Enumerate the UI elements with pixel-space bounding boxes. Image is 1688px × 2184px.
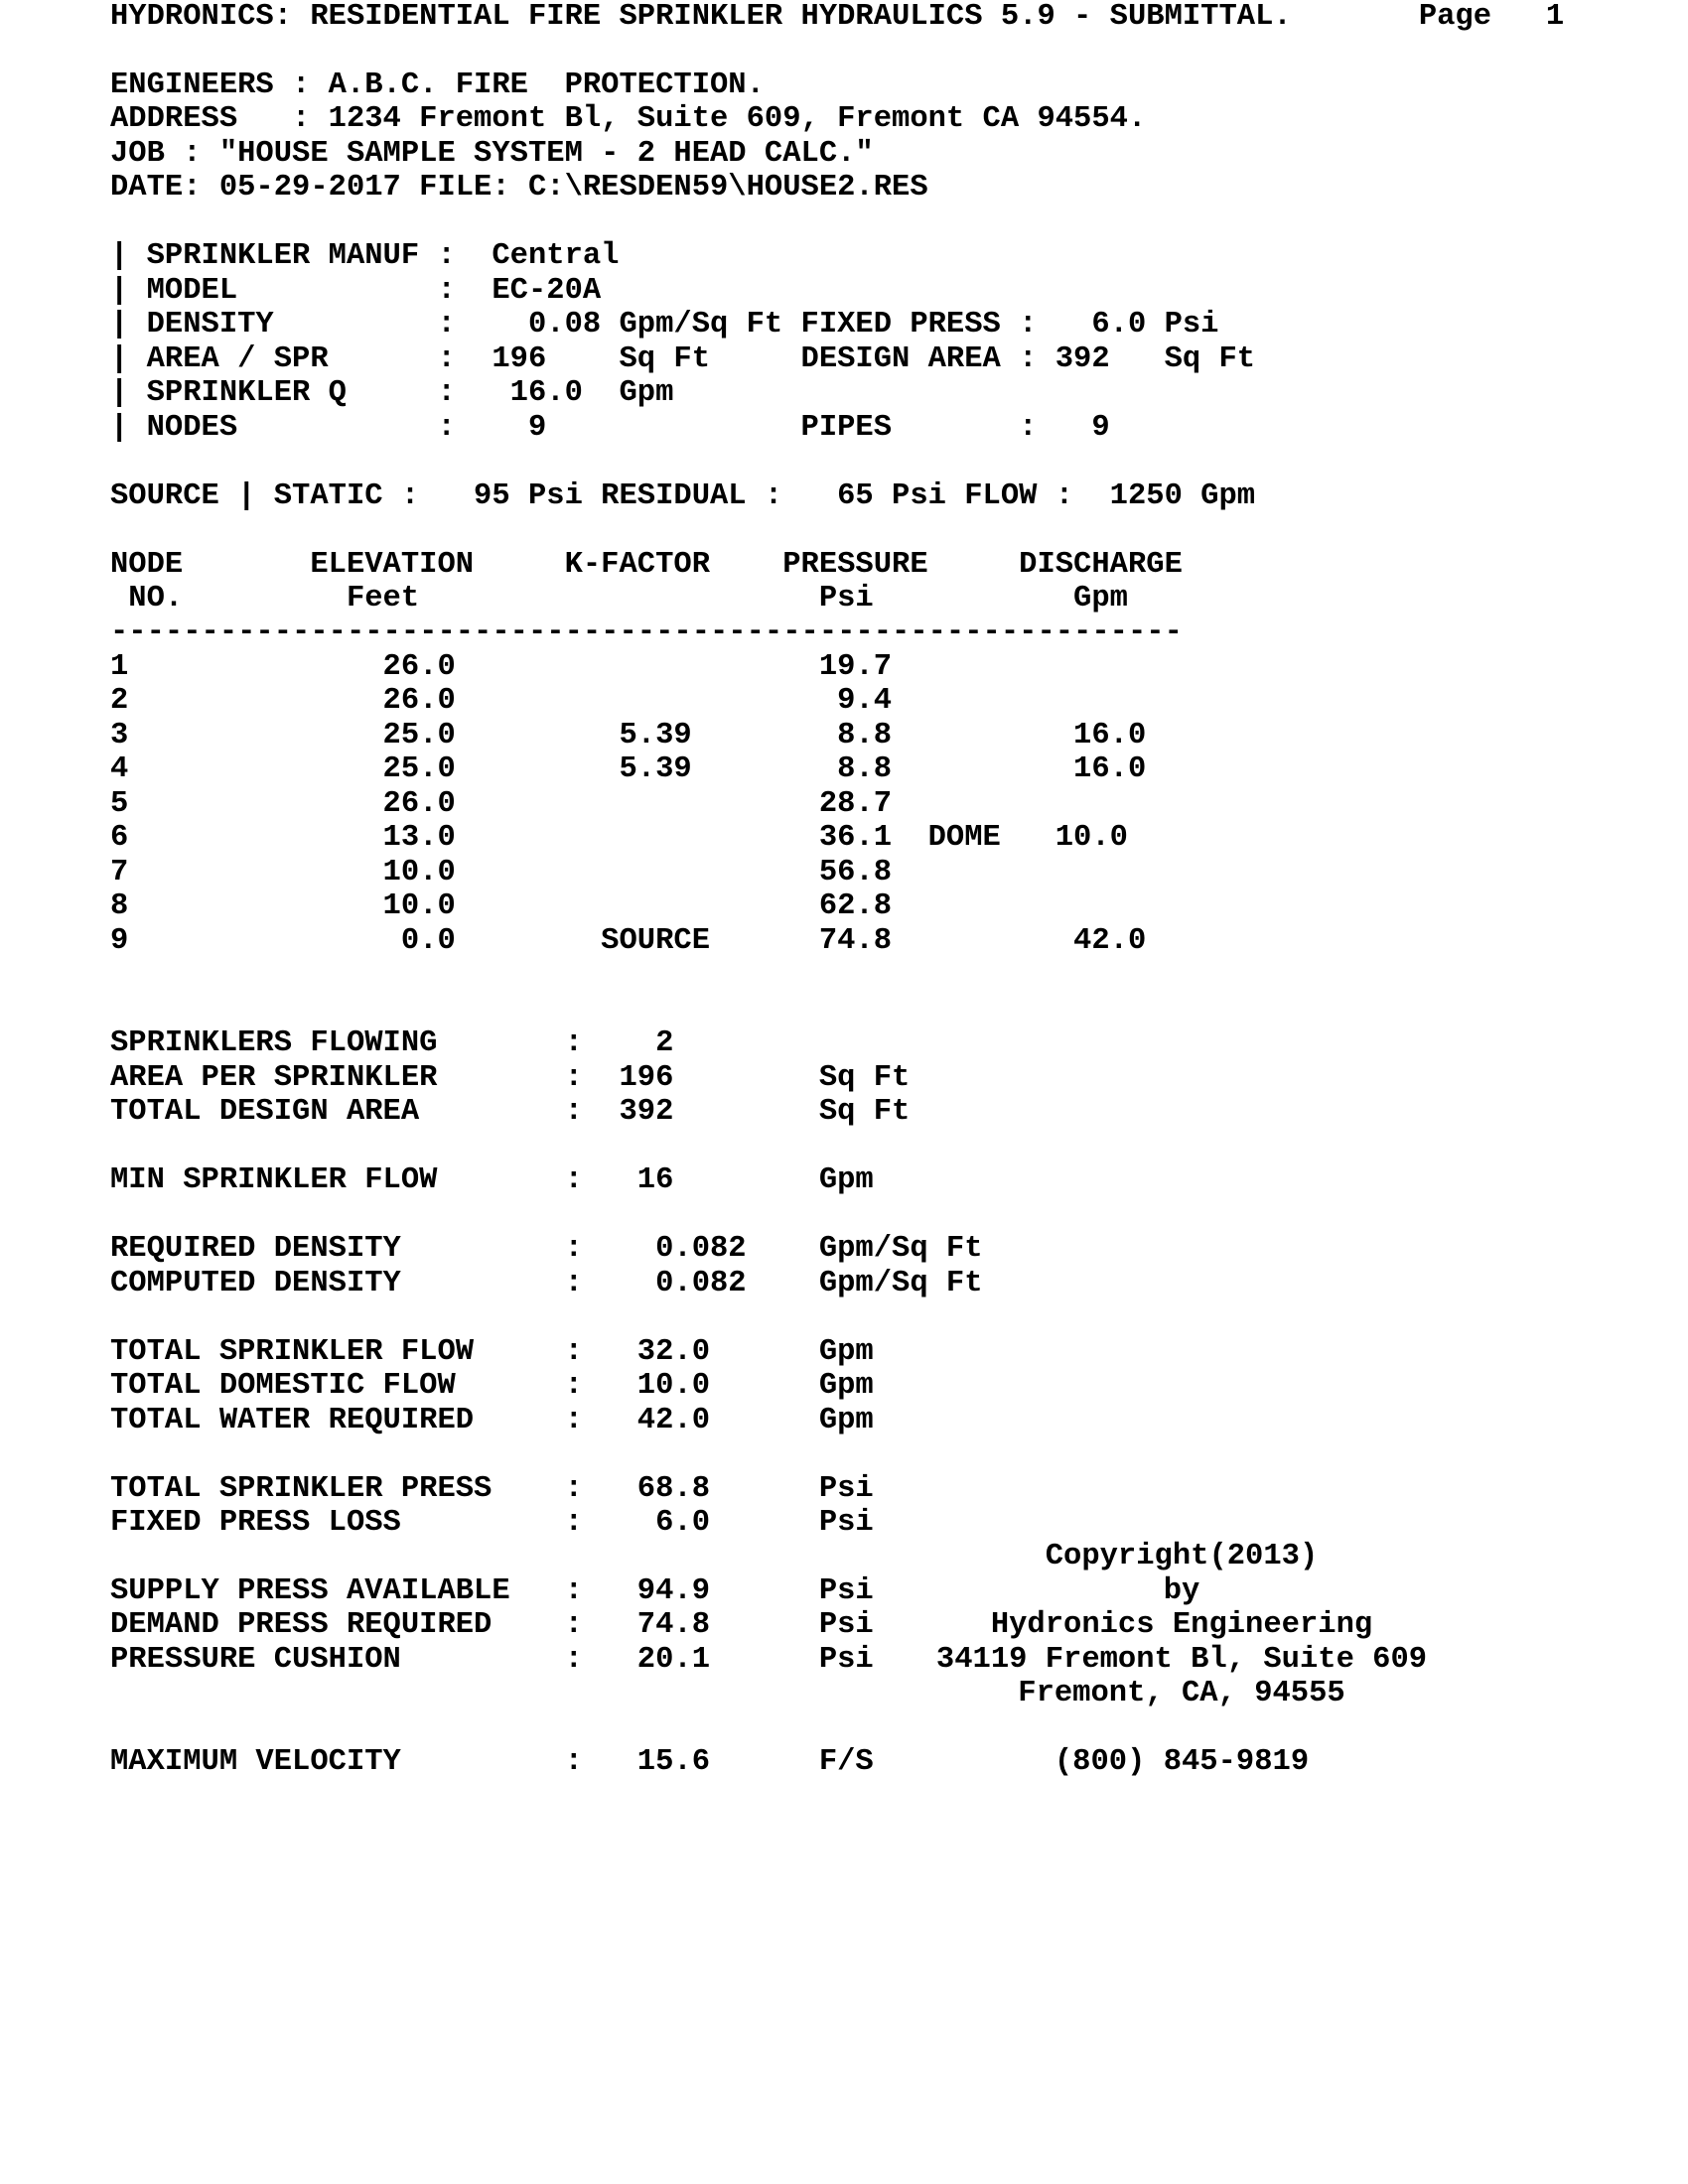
table-row: 1 26.0 19.7 bbox=[110, 650, 893, 684]
table-row: 6 13.0 36.1 DOME 10.0 bbox=[110, 821, 1128, 855]
table-row: 4 25.0 5.39 8.8 16.0 bbox=[110, 752, 1147, 786]
area-per-sprinkler-line: AREA PER SPRINKLER : 196 Sq Ft bbox=[110, 1061, 911, 1095]
copyright-address: 34119 Fremont Bl, Suite 609 bbox=[935, 1643, 1428, 1677]
total-water-required-line: TOTAL WATER REQUIRED : 42.0 Gpm bbox=[110, 1404, 874, 1437]
engineers-line: ENGINEERS : A.B.C. FIRE PROTECTION. bbox=[110, 68, 765, 102]
source-line: SOURCE | STATIC : 95 Psi RESIDUAL : 65 Psi FLOW : 1250 Gpm bbox=[110, 479, 1256, 513]
sprinkler-q-line: | SPRINKLER Q : 16.0 Gpm bbox=[110, 376, 674, 410]
model-line: | MODEL : EC-20A bbox=[110, 274, 602, 308]
area-spr-line: | AREA / SPR : 196 Sq Ft DESIGN AREA : 392 Sq Ft bbox=[110, 342, 1256, 376]
pressure-cushion-line: PRESSURE CUSHION : 20.1 Psi bbox=[110, 1643, 874, 1677]
date-file-line: DATE: 05-29-2017 FILE: C:\RESDEN59\HOUSE2.RES bbox=[110, 171, 928, 205]
min-sprinkler-flow-line: MIN SPRINKLER FLOW : 16 Gpm bbox=[110, 1163, 874, 1197]
table-row: 7 10.0 56.8 bbox=[110, 856, 893, 889]
computed-density-line: COMPUTED DENSITY : 0.082 Gpm/Sq Ft bbox=[110, 1267, 983, 1300]
table-row: 5 26.0 28.7 bbox=[110, 787, 893, 821]
total-sprinkler-press-line: TOTAL SPRINKLER PRESS : 68.8 Psi bbox=[110, 1472, 874, 1506]
supply-press-available-line: SUPPLY PRESS AVAILABLE : 94.9 Psi bbox=[110, 1574, 874, 1608]
copyright-company: Hydronics Engineering bbox=[990, 1608, 1373, 1642]
copyright-by: by bbox=[1163, 1574, 1200, 1608]
sprinklers-flowing-line: SPRINKLERS FLOWING : 2 bbox=[110, 1026, 674, 1060]
demand-press-required-line: DEMAND PRESS REQUIRED : 74.8 Psi bbox=[110, 1608, 874, 1642]
table-row: 8 10.0 62.8 bbox=[110, 889, 893, 923]
table-row: 3 25.0 5.39 8.8 16.0 bbox=[110, 719, 1147, 752]
copyright-phone: (800) 845-9819 bbox=[1054, 1745, 1310, 1779]
address-line: ADDRESS : 1234 Fremont Bl, Suite 609, Fremont CA 94554. bbox=[110, 102, 1147, 136]
total-design-area-line: TOTAL DESIGN AREA : 392 Sq Ft bbox=[110, 1095, 911, 1129]
maximum-velocity-line: MAXIMUM VELOCITY : 15.6 F/S bbox=[110, 1745, 874, 1779]
node-table-units: NO. Feet Psi Gpm bbox=[110, 582, 1128, 615]
fixed-press-loss-line: FIXED PRESS LOSS : 6.0 Psi bbox=[110, 1506, 874, 1540]
sprinkler-manuf-line: | SPRINKLER MANUF : Central bbox=[110, 239, 620, 273]
job-line: JOB : "HOUSE SAMPLE SYSTEM - 2 HEAD CALC." bbox=[110, 137, 874, 171]
copyright-city: Fremont, CA, 94555 bbox=[1018, 1677, 1345, 1710]
nodes-pipes-line: | NODES : 9 PIPES : 9 bbox=[110, 411, 1110, 445]
density-line: | DENSITY : 0.08 Gpm/Sq Ft FIXED PRESS : 6.0 Psi bbox=[110, 308, 1219, 341]
table-row: 2 26.0 9.4 bbox=[110, 684, 893, 718]
report-title: HYDRONICS: RESIDENTIAL FIRE SPRINKLER HYDRAULICS 5.9 - SUBMITTAL. Page 1 bbox=[110, 0, 1565, 34]
copyright-notice: Copyright(2013) bbox=[1045, 1540, 1319, 1573]
total-sprinkler-flow-line: TOTAL SPRINKLER FLOW : 32.0 Gpm bbox=[110, 1335, 874, 1369]
table-row: 9 0.0 SOURCE 74.8 42.0 bbox=[110, 924, 1147, 958]
node-table-divider: ----------------------------------------------------------- bbox=[110, 615, 1183, 649]
node-table-header: NODE ELEVATION K-FACTOR PRESSURE DISCHARGE bbox=[110, 548, 1183, 582]
total-domestic-flow-line: TOTAL DOMESTIC FLOW : 10.0 Gpm bbox=[110, 1369, 874, 1403]
required-density-line: REQUIRED DENSITY : 0.082 Gpm/Sq Ft bbox=[110, 1232, 983, 1266]
